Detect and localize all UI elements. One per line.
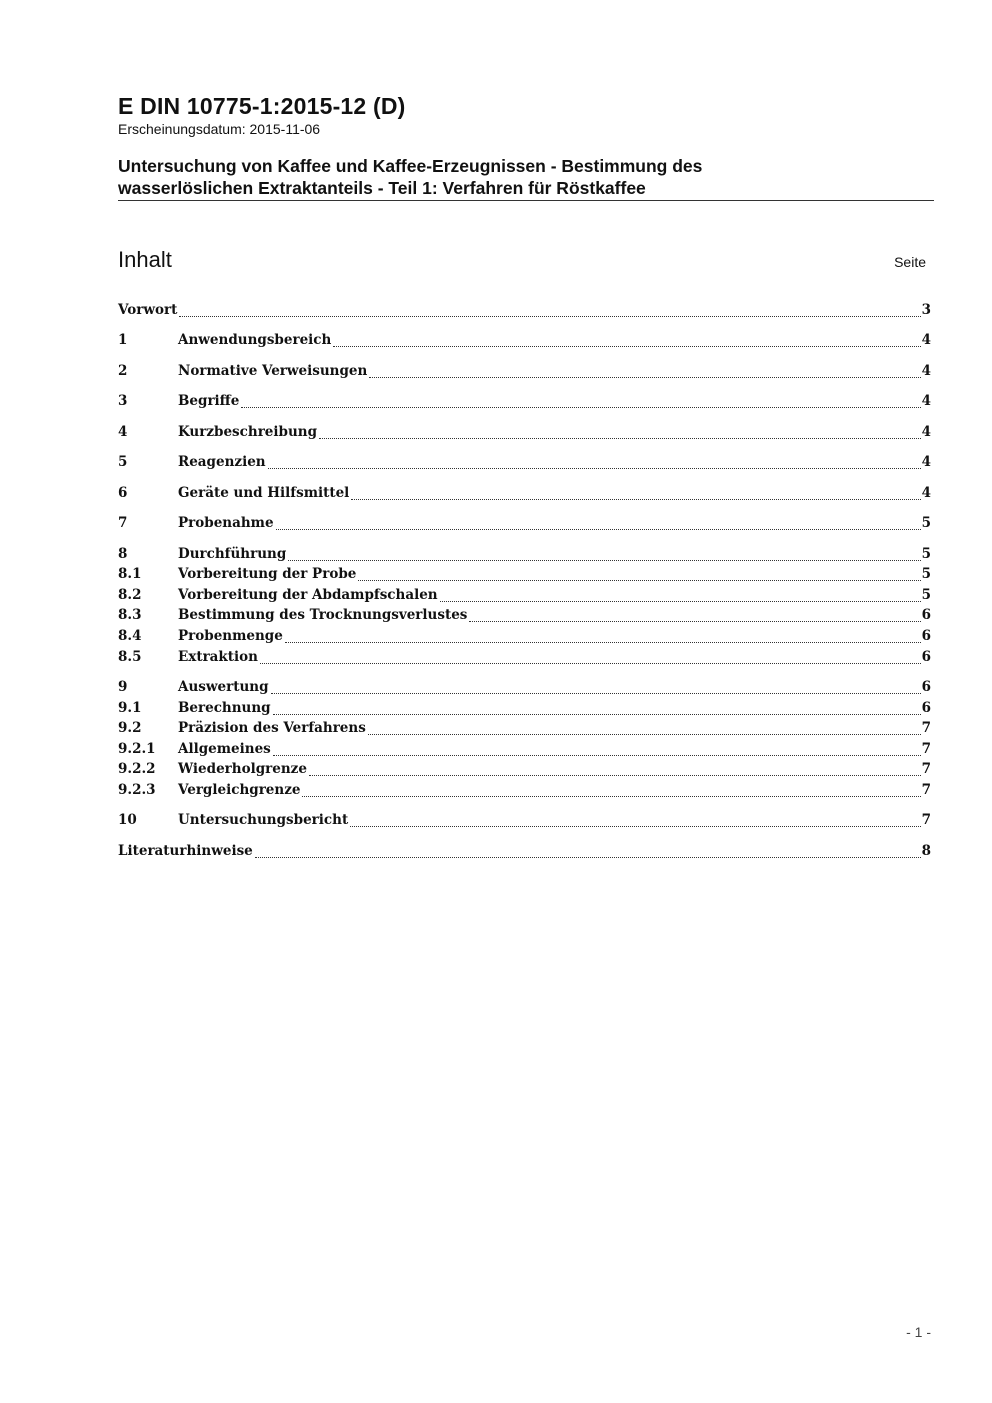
toc-entry-page: 5 <box>921 587 931 603</box>
toc-entry-label: Probenahme <box>178 515 274 531</box>
toc-entry-label: Reagenzien <box>178 454 266 470</box>
toc-dot-leader <box>271 692 921 694</box>
toc-dot-leader <box>333 345 920 347</box>
toc-entry-label: Allgemeines <box>178 741 271 757</box>
toc-dot-leader <box>276 528 921 530</box>
toc-entry-8[interactable] <box>118 546 931 566</box>
toc-entry-page: 4 <box>921 485 931 501</box>
document-id: E DIN 10775-1:2015-12 (D) <box>118 93 406 119</box>
toc-dot-leader <box>255 856 921 858</box>
toc-entry-7[interactable] <box>118 515 931 535</box>
toc-entry-10[interactable] <box>118 812 931 832</box>
toc-entry-label: Vergleichgrenze <box>178 782 301 798</box>
toc-entry-number: 10 <box>118 812 137 828</box>
toc-entry-page: 4 <box>921 332 931 348</box>
page-number: - 1 - <box>906 1324 931 1340</box>
toc-entry-label: Berechnung <box>178 700 271 716</box>
document-title-line-1: Untersuchung von Kaffee und Kaffee-Erzeugnissen - Bestimmung des <box>118 156 703 176</box>
toc-entry-number: 8 <box>118 546 128 562</box>
toc-entry-9-1[interactable] <box>118 700 931 720</box>
toc-entry-label: Durchführung <box>178 546 287 562</box>
page-column-label: Seite <box>894 254 926 270</box>
toc-entry-literaturhinweise[interactable] <box>118 843 931 863</box>
toc-entry-6[interactable] <box>118 485 931 505</box>
toc-entry-number: 8.1 <box>118 566 142 582</box>
toc-entry-label: Probenmenge <box>178 628 283 644</box>
toc-entry-label: Normative Verweisungen <box>178 363 368 379</box>
toc-entry-number: 6 <box>118 485 128 501</box>
toc-dot-leader <box>319 437 921 439</box>
toc-entry-page: 7 <box>921 782 931 798</box>
toc-entry-number: 7 <box>118 515 128 531</box>
toc-entry-page: 6 <box>921 628 931 644</box>
toc-dot-leader <box>285 641 921 643</box>
toc-entry-label: Bestimmung des Trocknungsverlustes <box>178 607 468 623</box>
toc-entry-label: Anwendungsbereich <box>178 332 332 348</box>
toc-entry-page: 5 <box>921 515 931 531</box>
toc-entry-label: Auswertung <box>178 679 269 695</box>
toc-entry-5[interactable] <box>118 454 931 474</box>
toc-entry-vorwort[interactable] <box>118 302 931 322</box>
toc-entry-page: 6 <box>921 607 931 623</box>
toc-dot-leader <box>288 559 920 561</box>
toc-entry-number: 2 <box>118 363 128 379</box>
toc-entry-8-5[interactable] <box>118 649 931 669</box>
toc-dot-leader <box>273 754 921 756</box>
toc-dot-leader <box>440 600 921 602</box>
toc-entry-9-2-3[interactable] <box>118 782 931 802</box>
toc-entry-9-2[interactable] <box>118 720 931 740</box>
toc-entry-number: 8.2 <box>118 587 142 603</box>
toc-entry-number: 9.1 <box>118 700 142 716</box>
publication-date: Erscheinungsdatum: 2015-11-06 <box>118 121 321 137</box>
toc-entry-9[interactable] <box>118 679 931 699</box>
toc-entry-page: 8 <box>921 843 931 859</box>
toc-dot-leader <box>241 406 920 408</box>
toc-entry-label: Geräte und Hilfsmittel <box>178 485 350 501</box>
toc-heading-row <box>118 246 926 276</box>
document-header <box>118 92 934 201</box>
toc-entry-8-3[interactable] <box>118 607 931 627</box>
toc-entry-label: Untersuchungsbericht <box>178 812 349 828</box>
toc-entry-page: 5 <box>921 546 931 562</box>
toc-entry-number: 4 <box>118 424 128 440</box>
toc-entry-1[interactable] <box>118 332 931 352</box>
toc-dot-leader <box>469 620 920 622</box>
toc-entry-4[interactable] <box>118 424 931 444</box>
toc-entry-8-1[interactable] <box>118 566 931 586</box>
toc-entry-label: Wiederholgrenze <box>178 761 307 777</box>
toc-entry-number: 9.2.3 <box>118 782 156 798</box>
toc-heading: Inhalt <box>118 247 172 272</box>
toc-entry-3[interactable] <box>118 393 931 413</box>
toc-entry-page: 7 <box>921 741 931 757</box>
toc-dot-leader <box>368 733 921 735</box>
toc-entry-page: 4 <box>921 424 931 440</box>
toc-entry-number: 9.2.1 <box>118 741 156 757</box>
toc-dot-leader <box>268 467 921 469</box>
document-title-line-2: wasserlöslichen Extraktanteils - Teil 1: Verfahren für Röstkaffee <box>118 178 646 198</box>
toc-entry-number: 8.3 <box>118 607 142 623</box>
toc-entry-number: 9.2.2 <box>118 761 156 777</box>
toc-entry-page: 4 <box>921 393 931 409</box>
toc-entry-number: 8.4 <box>118 628 142 644</box>
toc-entry-page: 6 <box>921 649 931 665</box>
toc-entry-label: Vorwort <box>118 302 178 318</box>
toc-dot-leader <box>260 662 921 664</box>
toc-dot-leader <box>350 825 920 827</box>
toc-dot-leader <box>273 713 921 715</box>
toc-entry-number: 5 <box>118 454 128 470</box>
toc-entry-label: Vorbereitung der Probe <box>178 566 357 582</box>
document-title <box>118 155 934 201</box>
toc-entry-page: 7 <box>921 812 931 828</box>
toc-entry-page: 4 <box>921 454 931 470</box>
toc-entry-page: 6 <box>921 679 931 695</box>
toc-entry-8-2[interactable] <box>118 587 931 607</box>
toc-dot-leader <box>309 774 921 776</box>
toc-dot-leader <box>369 376 920 378</box>
toc-dot-leader <box>302 795 920 797</box>
toc-entry-page: 4 <box>921 363 931 379</box>
toc-entry-label: Präzision des Verfahrens <box>178 720 366 736</box>
toc-entry-label: Literaturhinweise <box>118 843 253 859</box>
toc-dot-leader <box>351 498 920 500</box>
toc-entry-page: 7 <box>921 761 931 777</box>
toc-entry-number: 9.2 <box>118 720 142 736</box>
toc-entry-9-2-2[interactable] <box>118 761 931 781</box>
toc-entry-label: Vorbereitung der Abdampfschalen <box>178 587 438 603</box>
toc-entry-label: Extraktion <box>178 649 258 665</box>
toc-entry-number: 1 <box>118 332 128 348</box>
toc-entry-page: 6 <box>921 700 931 716</box>
toc-entry-8-4[interactable] <box>118 628 931 648</box>
toc-entry-page: 3 <box>921 302 931 318</box>
toc-entry-label: Begriffe <box>178 393 240 409</box>
toc-dot-leader <box>179 315 920 317</box>
toc-entry-number: 3 <box>118 393 128 409</box>
toc-entry-9-2-1[interactable] <box>118 741 931 761</box>
toc-entry-number: 9 <box>118 679 128 695</box>
toc-entry-number: 8.5 <box>118 649 142 665</box>
toc-dot-leader <box>358 579 920 581</box>
toc-entry-page: 5 <box>921 566 931 582</box>
toc-entry-label: Kurzbeschreibung <box>178 424 318 440</box>
toc-entry-2[interactable] <box>118 363 931 383</box>
toc-entry-page: 7 <box>921 720 931 736</box>
